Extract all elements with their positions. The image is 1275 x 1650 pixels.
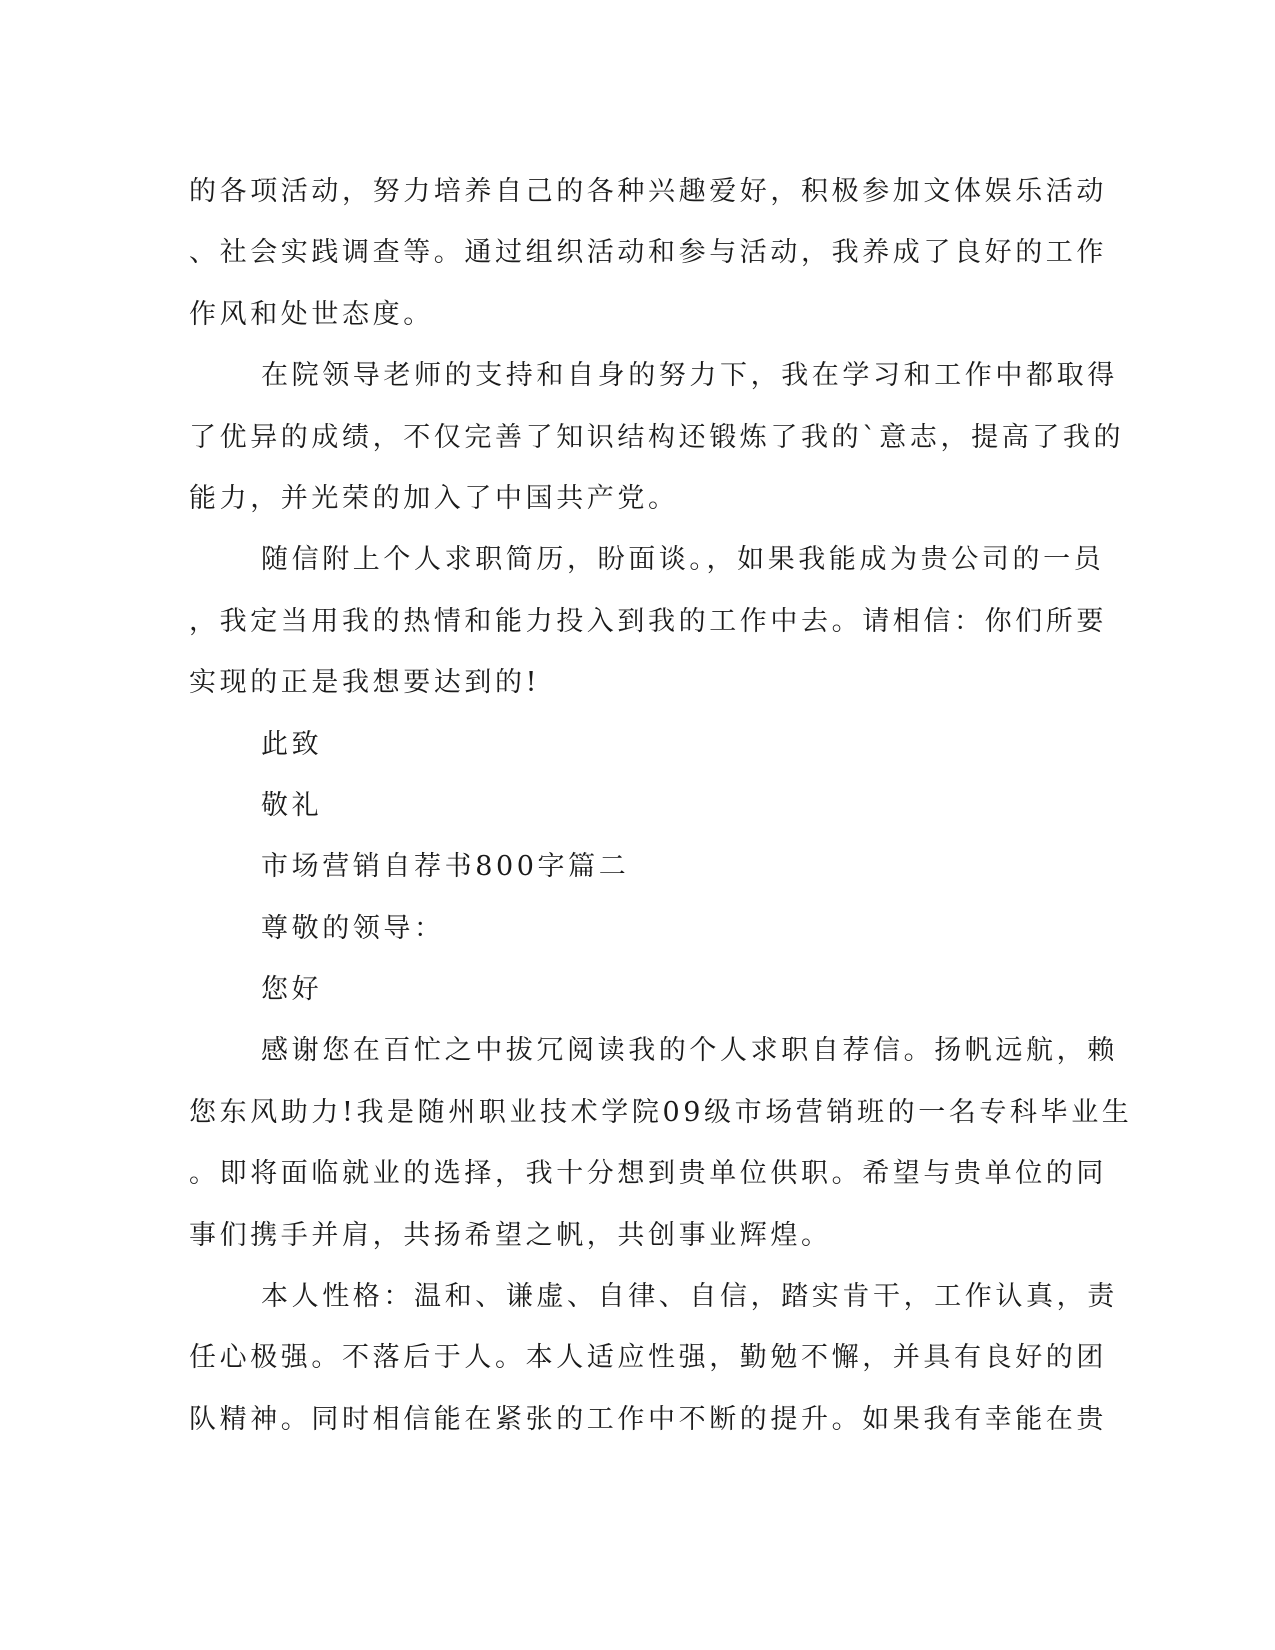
- text-line: ，我定当用我的热情和能力投入到我的工作中去。请相信：你们所要: [189, 605, 1107, 637]
- text-line: 此致: [261, 728, 323, 760]
- text-line: 感谢您在百忙之中拔冗阅读我的个人求职自荐信。扬帆远航，赖: [261, 1035, 1118, 1067]
- text-line: 您好: [261, 974, 323, 1006]
- text-line: 在院领导老师的支持和自身的努力下，我在学习和工作中都取得: [261, 360, 1118, 392]
- text-line: 实现的正是我想要达到的!: [189, 667, 541, 699]
- document-body: [189, 161, 1133, 1450]
- text-line: 任心极强。不落后于人。本人适应性强，勤勉不懈，并具有良好的团: [189, 1342, 1107, 1374]
- text-line: 了优异的成绩，不仅完善了知识结构还锻炼了我的`意志，提高了我的: [189, 421, 1125, 453]
- text-line: 尊敬的领导：: [261, 912, 445, 944]
- text-line: 的各项活动，努力培养自己的各种兴趣爱好，积极参加文体娱乐活动: [189, 176, 1107, 207]
- text-line: 事们携手并肩，共扬希望之帆，共创事业辉煌。: [189, 1219, 832, 1251]
- text-line: 您东风助力!我是随州职业技术学院09级市场营销班的一名专科毕业生: [189, 1096, 1133, 1128]
- text-line: 市场营销自荐书800字篇二: [261, 851, 630, 883]
- text-line: 能力，并光荣的加入了中国共产党。: [189, 482, 679, 514]
- text-line: 敬礼: [261, 789, 323, 821]
- text-line: 随信附上个人求职简历，盼面谈。，如果我能成为贵公司的一员: [261, 544, 1105, 576]
- text-line: 、社会实践调查等。通过组织活动和参与活动，我养成了良好的工作: [189, 237, 1107, 269]
- text-line: 队精神。同时相信能在紧张的工作中不断的提升。如果我有幸能在贵: [189, 1403, 1107, 1435]
- text-line: 本人性格：温和、谦虚、自律、自信，踏实肯干，工作认真，责: [261, 1281, 1118, 1313]
- text-line: 作风和处世态度。: [189, 298, 434, 330]
- text-line: 。即将面临就业的选择，我十分想到贵单位供职。希望与贵单位的同: [189, 1158, 1107, 1190]
